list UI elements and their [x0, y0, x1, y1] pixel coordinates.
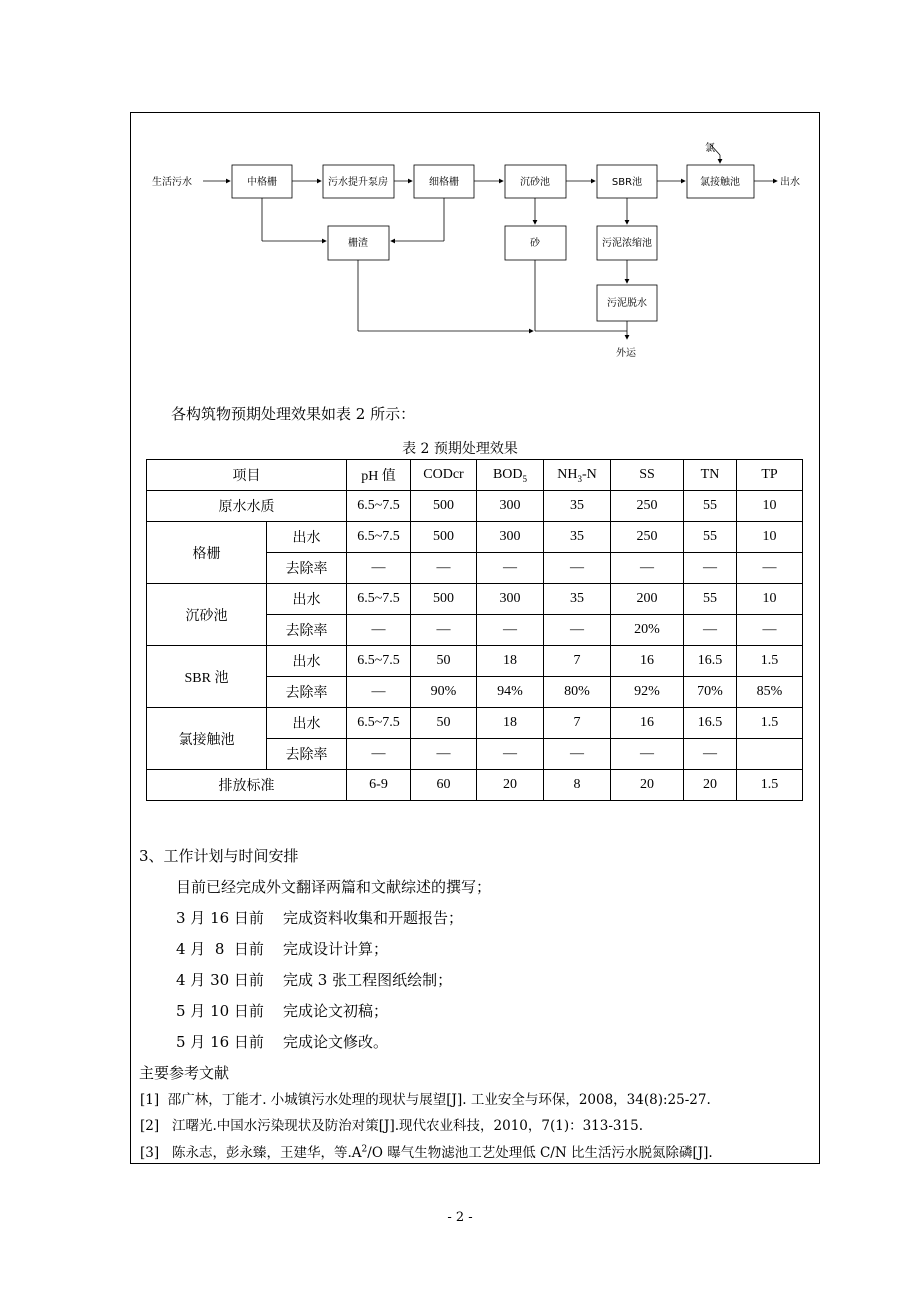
- svg-text:污水提升泵房: 污水提升泵房: [328, 177, 388, 188]
- flow-box-pump-house: [323, 165, 394, 198]
- svg-text:SBR池: SBR池: [611, 177, 643, 188]
- table-row: 沉砂池 出水 6.5~7.5 500 300 35 200 55 10: [147, 584, 803, 615]
- svg-text:细格栅: 细格栅: [429, 177, 459, 188]
- table-row: 去除率 — — — — — — —: [147, 553, 803, 584]
- plan-line: 5 月 16 日前 完成论文修改。: [176, 1033, 389, 1051]
- table-row: 氯接触池 出水 6.5~7.5 50 18 7 16 16.5 1.5: [147, 708, 803, 739]
- svg-text:氯接触池: 氯接触池: [700, 177, 740, 188]
- svg-text:中格栅: 中格栅: [247, 177, 277, 188]
- flow-output-label: 出水: [780, 177, 800, 188]
- flow-box-sludge-dewatering: [597, 285, 657, 321]
- flow-box-screenings: [328, 226, 389, 260]
- page-number: - 2 -: [447, 1210, 473, 1225]
- table-row: 去除率 — — — — 20% — —: [147, 615, 803, 646]
- plan-line: 4 月 30 日前 完成 3 张工程图纸绘制；: [176, 971, 453, 989]
- plan-line: 4 月 8 日前 完成设计计算；: [176, 940, 389, 958]
- flow-box-sbr: [597, 165, 657, 198]
- flow-box-sand: [505, 226, 566, 260]
- flow-box-chlorine-contact: [687, 165, 754, 198]
- svg-text:污泥脱水: 污泥脱水: [607, 298, 647, 309]
- reference-item: [2] 江曙光.中国水污染现状及防治对策[J].现代农业科技，2010，7(1)：313-315.: [140, 1118, 643, 1134]
- table-row: SBR 池 出水 6.5~7.5 50 18 7 16 16.5 1.5: [147, 646, 803, 677]
- svg-text:沉砂池: 沉砂池: [520, 177, 550, 188]
- svg-text:污泥浓缩池: 污泥浓缩池: [602, 238, 652, 249]
- svg-text:栅渣: 栅渣: [348, 238, 368, 249]
- reference-item: [1] 邵广林，丁能才. 小城镇污水处理的现状与展望[J]. 工业安全与环保，2008，34(8):25-27.: [140, 1092, 711, 1108]
- process-flow-diagram: [140, 120, 820, 370]
- table-intro: 各构筑物预期处理效果如表 2 所示：: [171, 405, 416, 423]
- flow-box-grit-chamber: [505, 165, 566, 198]
- plan-heading: 3、工作计划与时间安排: [139, 847, 299, 865]
- flow-box-medium-screen: [232, 165, 292, 198]
- table-caption: 表 2 预期处理效果: [402, 441, 518, 457]
- table-header-row: 项目 pH 值 CODcr $BOD_5$ $NH_3-N$ SS TN TP: [147, 460, 803, 491]
- plan-line: 目前已经完成外文翻译两篇和文献综述的撰写；: [176, 878, 492, 896]
- treatment-effect-table: [146, 459, 803, 801]
- references-heading: 主要参考文献: [139, 1064, 230, 1082]
- plan-line: 3 月 16 日前 完成资料收集和开题报告；: [176, 909, 464, 927]
- flow-transport-label: 外运: [616, 348, 636, 359]
- svg-text:砂: 砂: [530, 238, 540, 249]
- table-row: 去除率 — — — — — —: [147, 739, 803, 770]
- table-row: 排放标准 6-9 60 20 8 20 20 1.5: [147, 770, 803, 801]
- table-row: 格栅 出水 6.5~7.5 500 300 35 250 55 10: [147, 522, 803, 553]
- flow-chlorine-label: 氯: [705, 143, 715, 154]
- table-row: 去除率 — 90% 94% 80% 92% 70% 85%: [147, 677, 803, 708]
- reference-item: [3] 陈永志，彭永臻，王建华，等$.A^2/O$ 曝气生物滤池工艺处理低 C/N 比生活污水脱氮除磷[J].: [140, 1144, 713, 1161]
- table-row: 原水水质 6.5~7.5 500 300 35 250 55 10: [147, 491, 803, 522]
- flow-box-fine-screen: [414, 165, 474, 198]
- flow-input-label: 生活污水: [152, 177, 192, 188]
- flow-box-sludge-thickener: [597, 226, 657, 260]
- plan-line: 5 月 10 日前 完成论文初稿；: [176, 1002, 389, 1020]
